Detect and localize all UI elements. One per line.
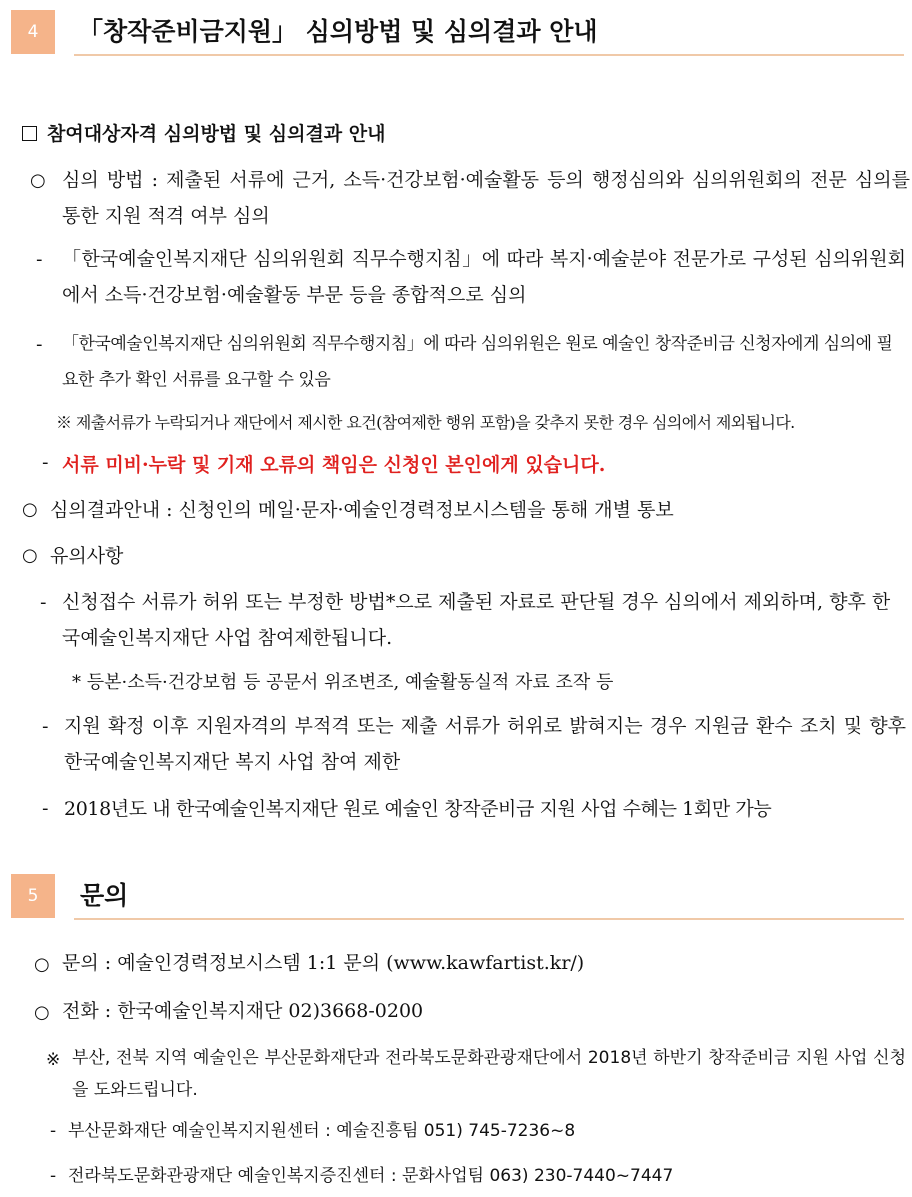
- subheading-text: 참여대상자격 심의방법 및 심의결과 안내: [47, 123, 386, 145]
- circle-bullet-icon: ○: [34, 954, 50, 975]
- section-title: 문의: [80, 881, 129, 910]
- method-text: 심의 방법 : 제출된 서류에 근거, 소득·건강보험·예술활동 등의 행정심의와 심의위원회의 전문 심의를 통한 지원 적격 여부 심의: [62, 169, 910, 227]
- dash-bullet: -: [40, 592, 47, 613]
- dash-bullet: -: [50, 1166, 57, 1186]
- dash-bullet: -: [42, 716, 49, 737]
- dash-bullet: -: [42, 452, 49, 473]
- section-4-header: [8, 2, 904, 56]
- section-number-badge: 4: [11, 10, 55, 54]
- caution-item-text: 지원 확정 이후 지원자격의 부적격 또는 제출 서류가 허위로 밝혀지는 경우 지원금 환수 조치 및 향후 한국예술인복지재단 복지 사업 참여 제한: [64, 715, 906, 773]
- phone-text: 전화 : 한국예술인복지재단 02)3668-0200: [62, 1000, 424, 1022]
- dash-bullet: -: [42, 798, 49, 819]
- circle-bullet-icon: ○: [34, 1002, 50, 1023]
- contact-text: 부산문화재단 예술인복지지원센터 : 예술진흥팀 051) 745-7236~8: [68, 1121, 576, 1141]
- section-divider: [74, 54, 904, 56]
- dash-bullet: -: [36, 249, 43, 270]
- caution-item-text: 2018년도 내 한국예술인복지재단 원로 예술인 창작준비금 지원 사업 수혜는 1회만 가능: [64, 798, 772, 820]
- warning-text: 서류 미비·누락 및 기재 오류의 책임은 신청인 본인에게 있습니다.: [62, 454, 606, 476]
- section-5-header: [8, 866, 904, 920]
- caution-footnote: * 등본·소득·건강보험 등 공문서 위조변조, 예술활동실적 자료 조작 등: [72, 672, 614, 693]
- caution-item-text: 신청접수 서류가 허위 또는 부정한 방법*으로 제출된 자료로 판단될 경우 심의에서 제외하며, 향후 한국예술인복지재단 사업 참여제한됩니다.: [62, 591, 891, 649]
- checkbox-square-icon: [22, 126, 37, 141]
- caution-heading-text: 유의사항: [50, 545, 124, 567]
- subheading: [22, 121, 385, 147]
- method-subitem-text: 「한국예술인복지재단 심의위원회 직무수행지침」에 따라 심의위원은 원로 예술인 창작준비금 신청자에게 심의에 필요한 추가 확인 서류를 요구할 수 있음: [62, 334, 893, 390]
- dash-bullet: -: [36, 334, 43, 355]
- section-title: 「창작준비금지원」 심의방법 및 심의결과 안내: [78, 17, 598, 46]
- circle-bullet-icon: ○: [22, 545, 38, 566]
- dash-bullet: -: [50, 1121, 57, 1141]
- contact-text: 전라북도문화관광재단 예술인복지증진센터 : 문화사업팀 063) 230-7440~7447: [68, 1166, 674, 1186]
- circle-bullet-icon: ○: [22, 499, 38, 520]
- inquiry-text: 문의 : 예술인경력정보시스템 1:1 문의 (www.kawfartist.kr/): [62, 952, 585, 974]
- section-divider: [74, 918, 904, 920]
- regional-note-text: 부산, 전북 지역 예술인은 부산문화재단과 전라북도문화관광재단에서 2018년 하반기 창작준비금 지원 사업 신청을 도와드립니다.: [72, 1048, 906, 1100]
- method-subitem-text: 「한국예술인복지재단 심의위원회 직무수행지침」에 따라 복지·예술분야 전문가로 구성된 심의위원회에서 소득·건강보험·예술활동 부문 등을 종합적으로 심의: [62, 248, 906, 306]
- method-note: ※ 제출서류가 누락되거나 재단에서 제시한 요건(참여제한 행위 포함)을 갖추지 못한 경우 심의에서 제외됩니다.: [56, 413, 795, 432]
- section-number-badge: 5: [11, 874, 55, 918]
- circle-bullet-icon: ○: [30, 170, 46, 191]
- result-text: 심의결과안내 : 신청인의 메일·문자·예술인경력정보시스템을 통해 개별 통보: [50, 499, 674, 521]
- reference-mark: ※: [46, 1050, 61, 1070]
